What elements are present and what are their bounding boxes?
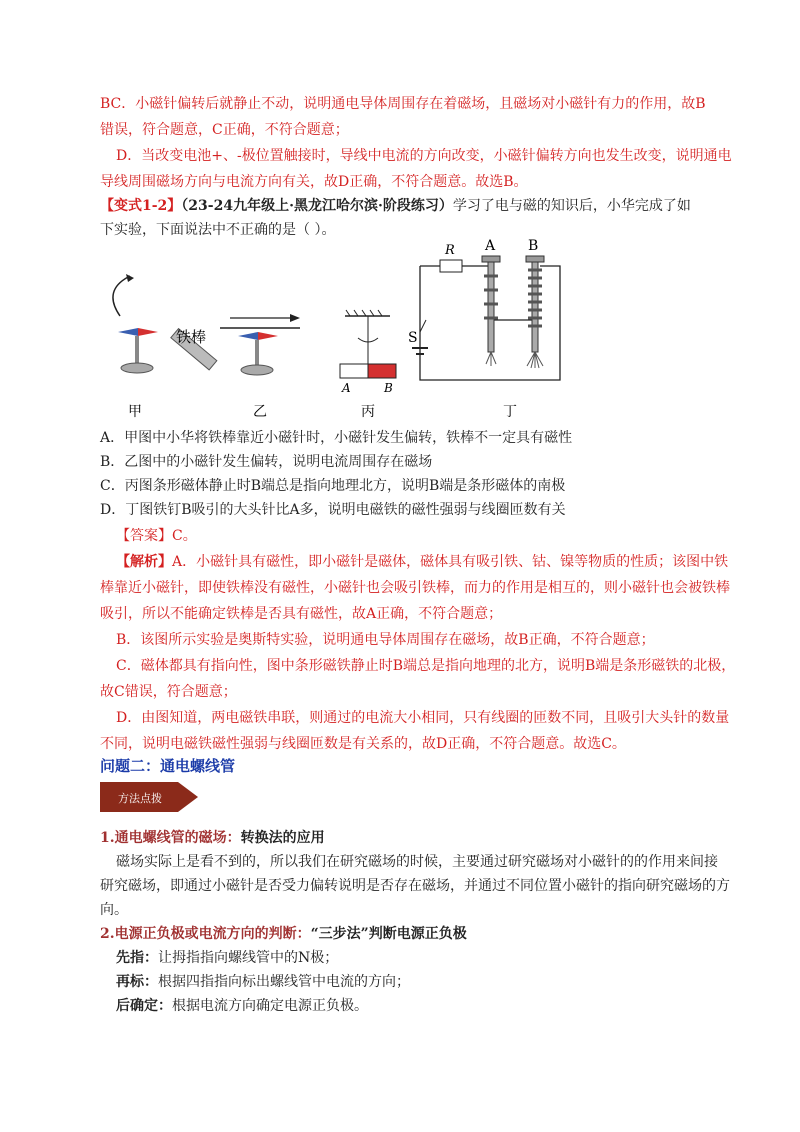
resistor xyxy=(440,260,462,272)
analysis-line: C．磁体都具有指向性，图中条形磁铁静止时B端总是指向地理的北方，说明B端是条形磁铁的北极， xyxy=(116,658,736,674)
bar-magnet-B xyxy=(368,364,396,378)
step-3 xyxy=(116,996,736,1016)
analysis-line: 不同，说明电磁铁磁性强弱与线圈匝数是有关系的，故D正确，不符合题意。故选C。 xyxy=(100,736,626,752)
subsection-1 xyxy=(100,828,720,848)
step-2 xyxy=(116,972,736,992)
analysis-line: BC．小磁针偏转后就静止不动，说明通电导体周围存在着磁场，且磁场对小磁针有力的作用，故B xyxy=(100,96,706,112)
step-key: 先指： xyxy=(116,950,158,966)
resistor-label: R xyxy=(445,243,455,258)
analysis-tag: 【解析】 xyxy=(116,554,172,570)
paragraph: 研究磁场，即通过小磁针是否受力偏转说明是否存在磁场，并通过不同位置小磁针的指向研究磁场的方 xyxy=(100,878,730,894)
analysis-line: 错误，符合题意，C正确，不符合题意； xyxy=(100,122,349,138)
variant-source: （23-24九年级上·黑龙江哈尔滨·阶段练习） xyxy=(181,198,453,214)
figure-jia xyxy=(113,274,217,420)
label-bing: 丙 xyxy=(361,404,375,420)
analysis-text: A．小磁针具有磁性，即小磁针是磁体，磁体具有吸引铁、钴、镍等物质的性质；该图中铁 xyxy=(172,554,729,570)
answer: 【答案】C。 xyxy=(116,528,197,544)
analysis-line: 导线周围磁场方向与电流方向有关，故D正确，不符合题意。故选B。 xyxy=(100,174,528,190)
label-jia: 甲 xyxy=(128,404,142,420)
section-title: 问题二：通电螺线管 xyxy=(100,757,236,775)
analysis-line: D．由图知道，两电磁铁串联，则通过的电流大小相同，只有线圈的匝数不同，且吸引大头针的数量 xyxy=(116,710,730,726)
analysis-line: 故C错误，符合题意； xyxy=(100,684,237,700)
analysis-line: 吸引，所以不能确定铁棒是否具有磁性，故A正确，不符合题意； xyxy=(100,606,503,622)
step-key: 后确定： xyxy=(116,998,172,1014)
method-banner xyxy=(100,780,200,814)
subsection-title: 2.电源正负极或电流方向的判断： xyxy=(100,926,311,942)
analysis-line: 棒靠近小磁针，即使铁棒没有磁性，小磁针也会吸引铁棒，而力的作用是相互的，则小磁针也会被铁棒 xyxy=(100,580,730,596)
step-value: 根据四指指向标出螺线管中电流的方向； xyxy=(158,974,410,990)
variant-text: 下实验，下面说法中不正确的是（ ）。 xyxy=(100,222,336,238)
option-d: D．丁图铁钉B吸引的大头针比A多，说明电磁铁的磁性强弱与线圈匝数有关 xyxy=(100,502,566,518)
end-A: A xyxy=(342,381,351,395)
compass-needle xyxy=(118,328,138,336)
subsection-subtitle: 转换法的应用 xyxy=(240,830,325,846)
subsection-2 xyxy=(100,924,720,944)
variant-text: 学习了电与磁的知识后，小华完成了如 xyxy=(452,198,691,214)
paragraph: 磁场实际上是看不到的，所以我们在研究磁场的时候，主要通过研究磁场对小磁针的的作用来间接 xyxy=(116,854,718,870)
end-B: B xyxy=(384,381,393,395)
method-label: 方法点拨 xyxy=(118,792,162,805)
analysis-line: D．当改变电池+、-极位置触接时，导线中电流的方向改变，小磁针偏转方向也发生改变，说明通电 xyxy=(116,148,732,164)
subsection-title: 1.通电螺线管的磁场： xyxy=(100,830,241,846)
step-value: 根据电流方向确定电源正负极。 xyxy=(172,998,368,1014)
rotation-arrow xyxy=(113,276,130,316)
paragraph: 向。 xyxy=(100,902,128,918)
label-yi: 乙 xyxy=(253,404,267,420)
variant-question xyxy=(100,196,720,216)
label-ding: 丁 xyxy=(503,404,517,420)
subsection-subtitle: “三步法”判断电源正负极 xyxy=(310,926,467,942)
switch-label: S xyxy=(408,330,418,346)
compass-needle xyxy=(238,332,258,340)
step-1 xyxy=(116,948,736,968)
analysis-line xyxy=(116,552,736,572)
figure-ding xyxy=(408,238,560,420)
option-a: A．甲图中小华将铁棒靠近小磁针时，小磁针发生偏转，铁棒不一定具有磁性 xyxy=(100,430,573,446)
option-c: C．丙图条形磁体静止时B端总是指向地理北方，说明B端是条形磁体的南极 xyxy=(100,478,566,494)
figure-yi xyxy=(220,314,300,420)
nail-A-label: A xyxy=(485,238,496,254)
option-b: B．乙图中的小磁针发生偏转，说明电流周围存在磁场 xyxy=(100,454,433,470)
nail-B xyxy=(532,262,538,352)
step-key: 再标： xyxy=(116,974,158,990)
figure-bing xyxy=(340,310,396,420)
step-value: 让拇指指向螺线管中的N极； xyxy=(158,950,339,966)
experiment-figure xyxy=(90,236,730,426)
iron-rod-label: 铁棒 xyxy=(176,328,207,346)
nail-B-label: B xyxy=(528,238,539,254)
bar-magnet-A xyxy=(340,364,368,378)
analysis-line: B．该图所示实验是奥斯特实验，说明通电导体周围存在磁场，故B正确，不符合题意； xyxy=(116,632,655,648)
variant-tag: 【变式1-2】 xyxy=(100,198,182,214)
